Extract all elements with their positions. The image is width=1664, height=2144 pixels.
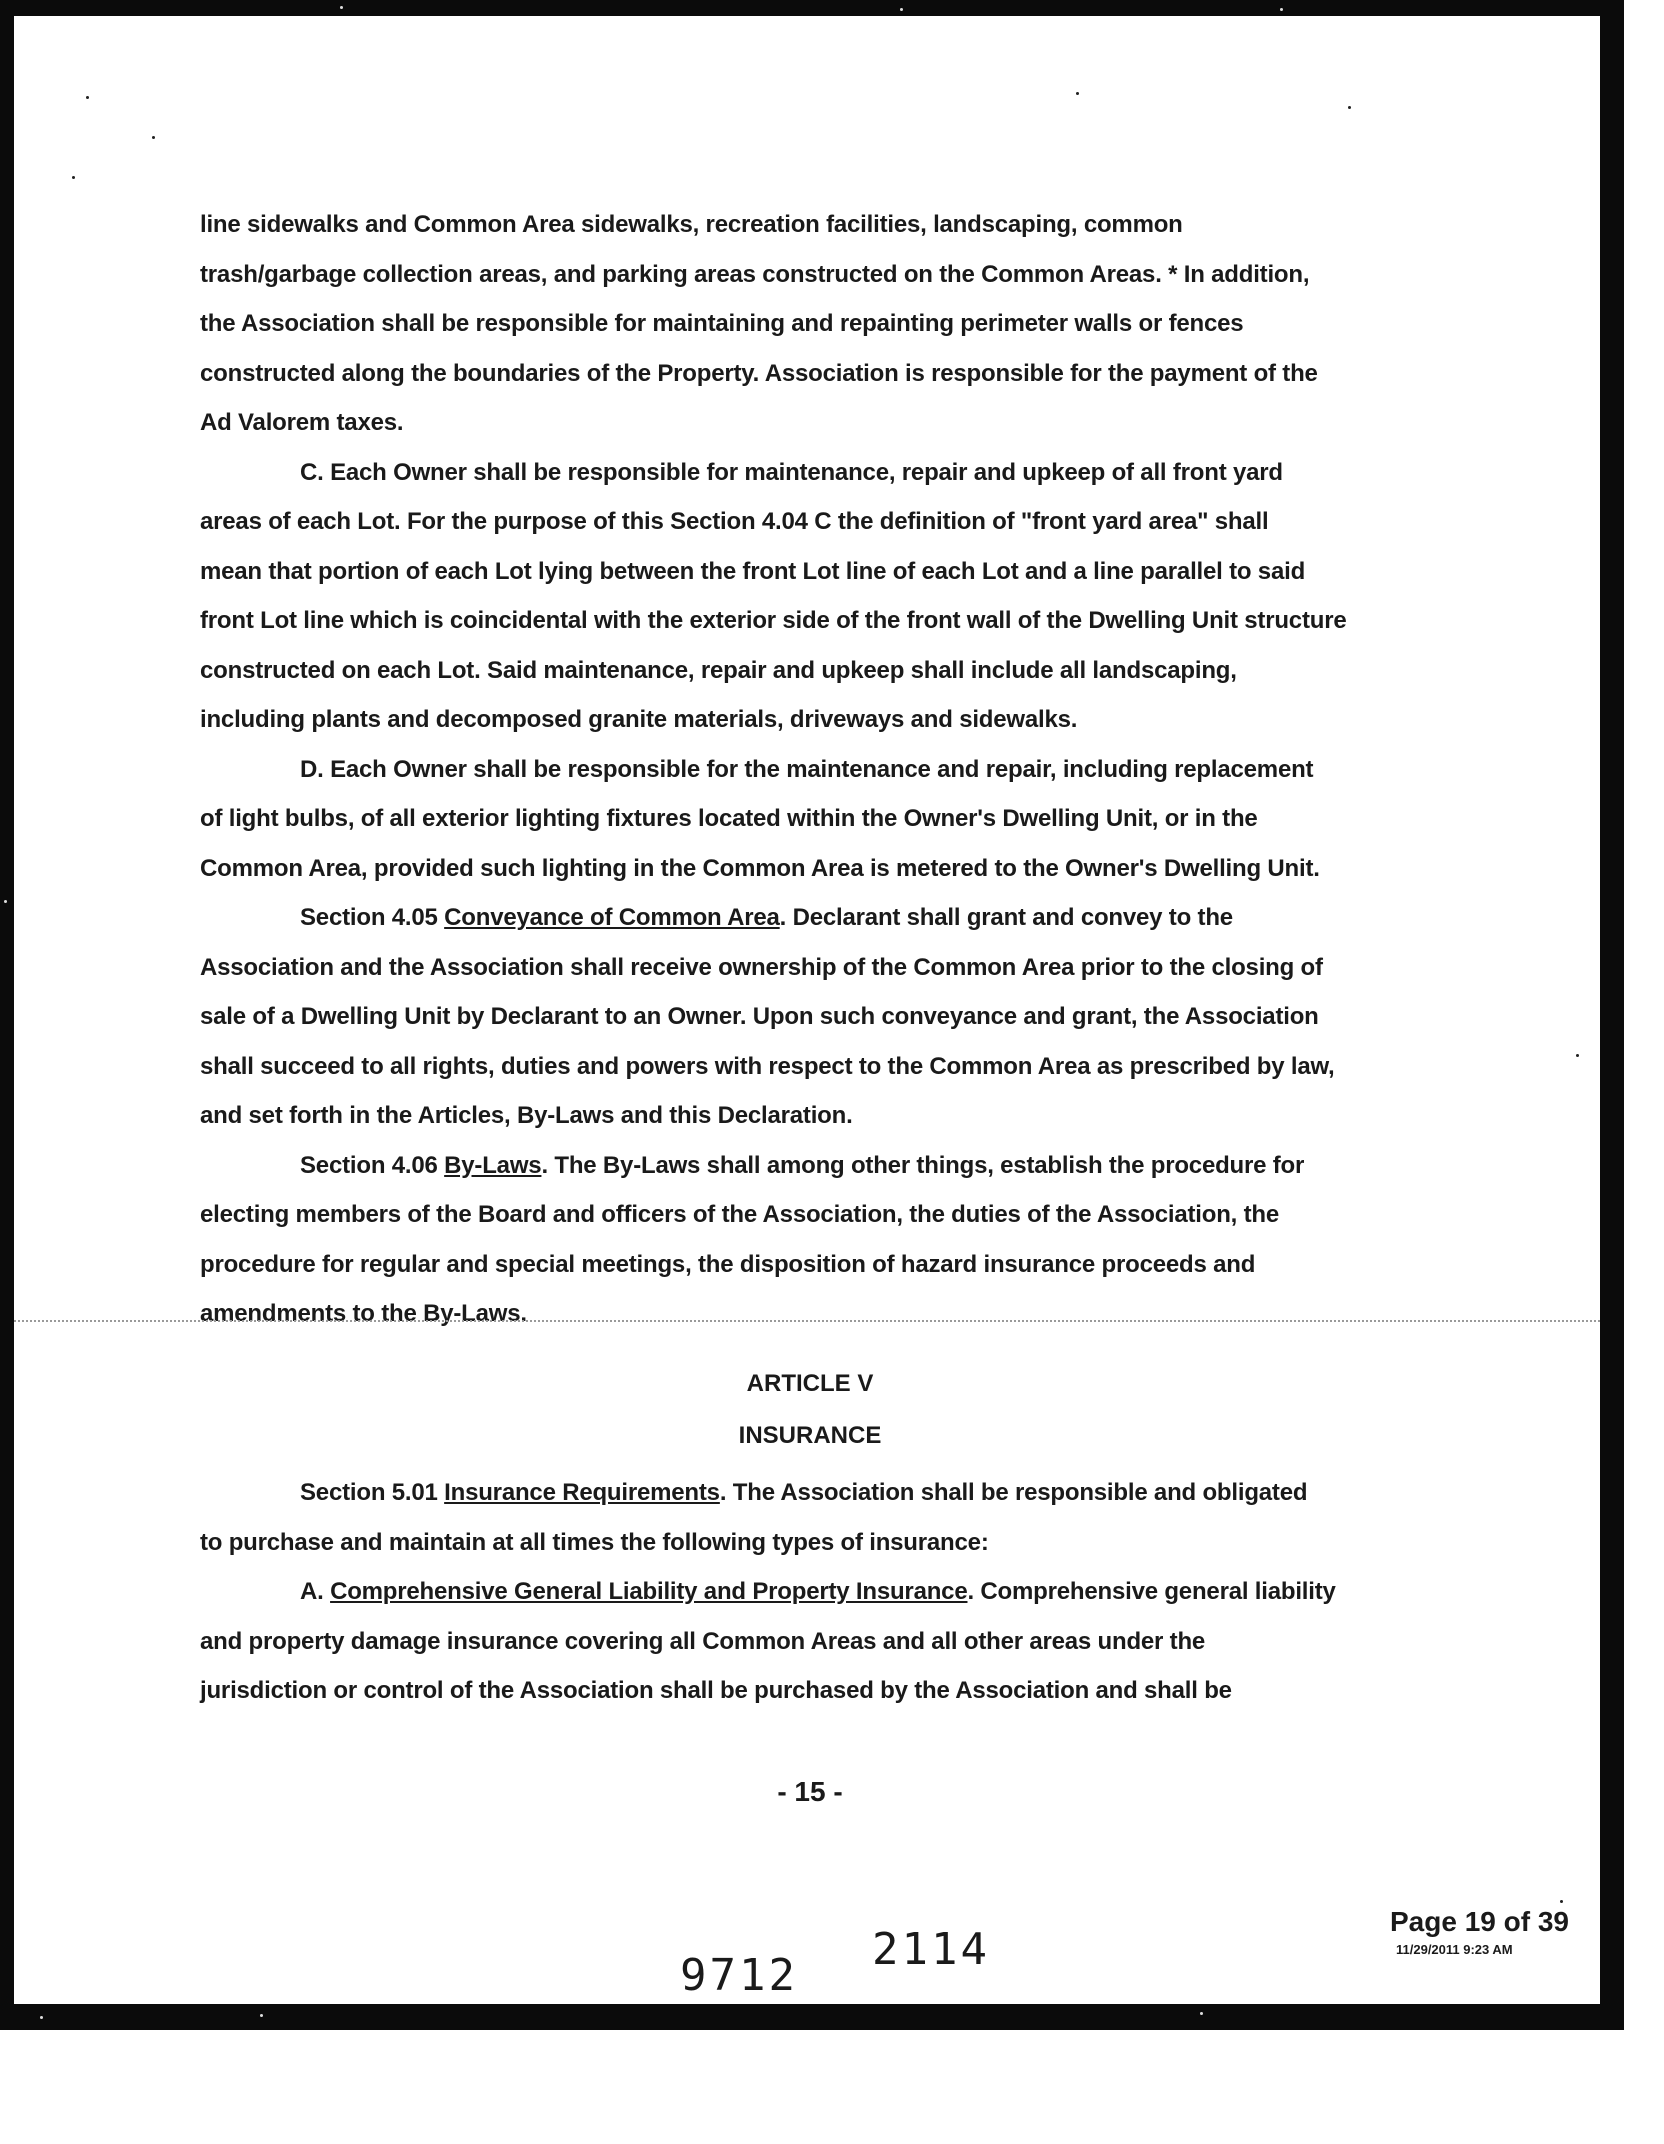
text-line: jurisdiction or control of the Association shall be purchased by the Association and shall be xyxy=(200,1677,1232,1704)
text-line: electing members of the Board and officers of the Association, the duties of the Association, the xyxy=(200,1201,1279,1228)
scan-speck xyxy=(900,8,903,11)
section-4-05 xyxy=(200,893,1430,1141)
scan-speck xyxy=(72,176,75,179)
text-line: areas of each Lot. For the purpose of this Section 4.04 C the definition of "front yard area" shall xyxy=(200,508,1269,535)
print-timestamp: 11/29/2011 9:23 AM xyxy=(1396,1942,1513,1957)
section-4-05-lines xyxy=(200,943,1430,1141)
handwritten-book-number: 9712 xyxy=(680,1950,798,2001)
text-line: Association and the Association shall receive ownership of the Common Area prior to the closing of xyxy=(200,953,1323,981)
subsection-a-first-line xyxy=(200,1567,1430,1617)
section-5-01-first-rest: . The Association shall be responsible and obligated xyxy=(719,1479,1308,1506)
section-4-05-first-line xyxy=(200,893,1430,943)
page-count-label: Page 19 of 39 xyxy=(1390,1906,1569,1937)
section-4-06-first-rest: . The By-Laws shall among other things, establish the procedure for xyxy=(541,1151,1305,1179)
scan-speck xyxy=(1076,92,1079,95)
scan-speck xyxy=(40,2016,43,2019)
scan-speck xyxy=(260,2014,263,2017)
scan-border-top xyxy=(0,0,1620,16)
text-line: constructed along the boundaries of the Property. Association is responsible for the payment of the xyxy=(200,359,1318,387)
text-line: line sidewalks and Common Area sidewalks, recreation facilities, landscaping, common xyxy=(200,211,1183,238)
scan-border-right xyxy=(1600,0,1624,2030)
text-line: and property damage insurance covering all Common Areas and all other areas under the xyxy=(200,1627,1206,1655)
text-line: the Association shall be responsible for maintaining and repainting perimeter walls or fences xyxy=(200,310,1244,337)
text-line: C. Each Owner shall be responsible for maintenance, repair and upkeep of all front yard xyxy=(300,458,1283,486)
scan-speck xyxy=(152,136,155,139)
text-line: front Lot line which is coincidental with the exterior side of the front wall of the Dwelling Unit structure xyxy=(200,607,1347,634)
scan-speck xyxy=(1348,106,1351,109)
section-4-06-title: By-Laws xyxy=(444,1151,542,1179)
scan-border-left xyxy=(0,0,14,2030)
scan-fold-line xyxy=(14,1320,1600,1322)
section-5-01-lines xyxy=(200,1518,1430,1568)
text-line: Common Area, provided such lighting in the Common Area is metered to the Owner's Dwelling Unit. xyxy=(200,854,1320,882)
text-line: including plants and decomposed granite materials, driveways and sidewalks. xyxy=(200,706,1078,733)
scan-speck xyxy=(4,900,7,903)
section-5-01 xyxy=(200,1468,1430,1567)
document-body xyxy=(200,200,1430,1339)
section-5-01-prefix: Section 5.01 xyxy=(300,1479,445,1506)
section-4-06 xyxy=(200,1141,1430,1339)
section-4-05-first-rest: . Declarant shall grant and convey to the xyxy=(779,904,1233,931)
scan-speck xyxy=(1560,1900,1563,1903)
subsection-a-lines xyxy=(200,1617,1430,1716)
text-line: procedure for regular and special meetings, the disposition of hazard insurance proceeds and xyxy=(200,1250,1256,1278)
article-title: INSURANCE xyxy=(738,1422,882,1449)
body-paragraphs xyxy=(200,200,1430,893)
subsection-a-prefix: A. xyxy=(300,1578,331,1605)
scan-border-bottom xyxy=(0,2004,1624,2030)
text-line: to purchase and maintain at all times the following types of insurance: xyxy=(200,1528,989,1556)
section-5-01-title: Insurance Requirements xyxy=(444,1479,720,1506)
section-4-05-prefix: Section 4.05 xyxy=(300,904,445,931)
text-line: Ad Valorem taxes. xyxy=(200,409,404,436)
text-line: mean that portion of each Lot lying between the front Lot line of each Lot and a line parallel to said xyxy=(200,557,1306,585)
text-line: amendments to the By-Laws. xyxy=(200,1300,527,1327)
scan-speck xyxy=(340,6,343,9)
scan-speck xyxy=(1200,2012,1203,2015)
handwritten-page-number: 2114 xyxy=(872,1924,990,1975)
text-line: sale of a Dwelling Unit by Declarant to an Owner. Upon such conveyance and grant, the Association xyxy=(200,1003,1319,1030)
section-4-05-title: Conveyance of Common Area xyxy=(444,904,780,931)
subsection-a-first-rest: . Comprehensive general liability xyxy=(967,1578,1336,1605)
section-5-01-first-line xyxy=(200,1468,1430,1518)
text-line: trash/garbage collection areas, and parking areas constructed on the Common Areas. * In addition, xyxy=(200,260,1310,288)
section-4-06-first-line xyxy=(200,1141,1430,1191)
scan-speck xyxy=(1576,1054,1579,1057)
section-4-06-prefix: Section 4.06 xyxy=(300,1151,445,1179)
text-line: of light bulbs, of all exterior lighting fixtures located within the Owner's Dwelling Unit, or in the xyxy=(200,805,1258,832)
subsection-a-title: Comprehensive General Liability and Property Insurance xyxy=(330,1578,968,1605)
text-line: constructed on each Lot. Said maintenance, repair and upkeep shall include all landscaping, xyxy=(200,656,1237,684)
subsection-a xyxy=(200,1567,1430,1716)
page-number: - 15 - xyxy=(777,1776,843,1807)
insurance-body xyxy=(200,1468,1430,1716)
scan-speck xyxy=(1280,8,1283,11)
text-line: shall succeed to all rights, duties and powers with respect to the Common Area as prescribed by law, xyxy=(200,1052,1335,1080)
text-line: D. Each Owner shall be responsible for the maintenance and repair, including replacement xyxy=(300,755,1314,783)
text-line: and set forth in the Articles, By-Laws and this Declaration. xyxy=(200,1102,853,1129)
article-number: ARTICLE V xyxy=(746,1370,874,1397)
scan-speck xyxy=(86,96,89,99)
section-4-06-lines xyxy=(200,1190,1430,1339)
